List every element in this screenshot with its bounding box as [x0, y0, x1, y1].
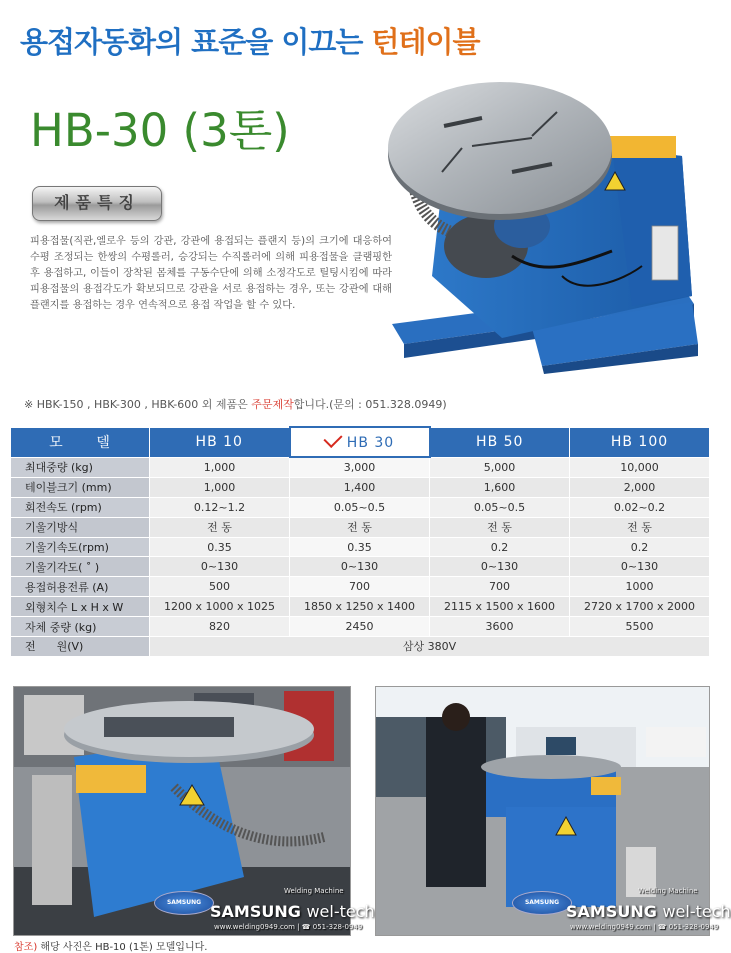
table-cell: 3,000 — [290, 457, 430, 477]
brand-logo: SAMSUNG — [512, 891, 572, 915]
header-model-label: 모 델 — [11, 427, 150, 457]
machine-photo-2 — [375, 686, 731, 936]
table-cell: 820 — [150, 617, 290, 637]
table-cell: 3600 — [430, 617, 570, 637]
table-cell: 1850 x 1250 x 1400 — [290, 597, 430, 617]
table-cell: 0.35 — [290, 537, 430, 557]
row-label: 테이블크기 (mm) — [11, 477, 150, 497]
table-cell: 2720 x 1700 x 2000 — [570, 597, 710, 617]
table-cell: 0.35 — [150, 537, 290, 557]
feature-badge-label: 제품특징 — [54, 193, 140, 212]
table-cell: 2450 — [290, 617, 430, 637]
row-label: 회전속도 (rpm) — [11, 497, 150, 517]
custom-order-notice — [24, 396, 447, 412]
notice-highlight: 주문제작 — [251, 398, 294, 411]
table-cell: 0.05~0.5 — [290, 497, 430, 517]
brand-tagline: Welding Machine — [284, 887, 344, 895]
table-cell: 전 동 — [290, 517, 430, 537]
table-cell: 전 동 — [570, 517, 710, 537]
product-description — [30, 234, 392, 314]
table-cell: 2115 x 1500 x 1600 — [430, 597, 570, 617]
machine-photo-1 — [13, 686, 375, 936]
table-cell: 0~130 — [150, 557, 290, 577]
table-cell: 500 — [150, 577, 290, 597]
table-cell: 0.12~1.2 — [150, 497, 290, 517]
table-cell: 전 동 — [150, 517, 290, 537]
table-cell: 700 — [290, 577, 430, 597]
table-cell: 0~130 — [430, 557, 570, 577]
table-row — [11, 577, 710, 597]
row-label: 외형치수 L x H x W — [11, 597, 150, 617]
table-header-row — [11, 427, 710, 457]
table-cell: 1,000 — [150, 477, 290, 497]
table-cell: 전 동 — [430, 517, 570, 537]
table-row — [11, 617, 710, 637]
brand-name: SAMSUNG wel-tech — [566, 902, 731, 921]
table-cell: 0.02~0.2 — [570, 497, 710, 517]
turntable-machine-image — [382, 76, 718, 374]
description-text: 피용접물(직관,엘로우 등의 강관, 강관에 용접되는 플랜지 등)의 크기에 대응하여 수평 조정되는 한쌍의 수평롤러, 승강되는 수직롤러에 의해 피용접물을 클램핑한후 용접하고, 이들이 장착된 몸체를 구동수단에 의해 소정각도로 틸팅시킴에 따라 피용접물의 용접각도가 확보되므로 강관을 서로 용접하는 경우, 또는 강관에 대해 플랜지를 용접하는 경우 연속적으로 용접 작업을 할 수 있다. — [30, 236, 392, 311]
table-row-power — [11, 637, 710, 657]
header-model-hb30-label: HB 30 — [346, 435, 395, 451]
table-row — [11, 597, 710, 617]
check-mark-icon — [323, 429, 342, 448]
table-cell: 1200 x 1000 x 1025 — [150, 597, 290, 617]
brand-contact: www.welding0949.com | ☎ 051-328-0949 — [214, 923, 363, 931]
photo-caption — [14, 938, 207, 953]
table-cell: 10,000 — [570, 457, 710, 477]
page-headline — [20, 20, 480, 61]
brand-tagline: Welding Machine — [638, 887, 698, 895]
table-row — [11, 517, 710, 537]
table-row — [11, 457, 710, 477]
row-label: 기울기각도( ˚ ) — [11, 557, 150, 577]
table-cell: 1,400 — [290, 477, 430, 497]
row-label: 기울기속도(rpm) — [11, 537, 150, 557]
row-label: 자체 중량 (kg) — [11, 617, 150, 637]
table-row — [11, 537, 710, 557]
brand-name: SAMSUNG wel-tech — [210, 902, 375, 921]
spec-table — [10, 426, 710, 657]
header-model-hb10: HB 10 — [150, 427, 290, 457]
table-row — [11, 557, 710, 577]
caption-prefix: 참조) — [14, 942, 38, 953]
table-cell: 0.2 — [430, 537, 570, 557]
notice-prefix: ※ HBK-150 , HBK-300 , HBK-600 외 제품은 — [24, 398, 252, 411]
table-cell: 1,600 — [430, 477, 570, 497]
notice-suffix: 합니다.(문의 : 051.328.0949) — [293, 398, 447, 411]
row-label: 전 원(V) — [11, 637, 150, 657]
power-value: 삼상 380V — [150, 637, 710, 657]
header-model-hb50: HB 50 — [430, 427, 570, 457]
table-cell: 0.2 — [570, 537, 710, 557]
header-model-hb30 — [290, 427, 430, 457]
table-cell: 0.05~0.5 — [430, 497, 570, 517]
brand-logo: SAMSUNG — [154, 891, 214, 915]
table-cell: 700 — [430, 577, 570, 597]
table-cell: 5500 — [570, 617, 710, 637]
row-label: 용접허용전류 (A) — [11, 577, 150, 597]
feature-badge — [32, 186, 162, 221]
header-model-hb100: HB 100 — [570, 427, 710, 457]
table-row — [11, 477, 710, 497]
caption-text: 해당 사진은 HB-10 (1톤) 모델입니다. — [37, 942, 208, 953]
table-cell: 1,000 — [150, 457, 290, 477]
table-row — [11, 497, 710, 517]
table-cell: 0~130 — [570, 557, 710, 577]
row-label: 최대중량 (kg) — [11, 457, 150, 477]
brand-contact: www.welding0949.com | ☎ 051-328-0949 — [570, 923, 719, 931]
table-cell: 2,000 — [570, 477, 710, 497]
table-cell: 1000 — [570, 577, 710, 597]
headline-main: 용접자동화의 표준을 이끄는 — [20, 25, 372, 59]
row-label: 기울기방식 — [11, 517, 150, 537]
headline-accent: 턴테이블 — [371, 25, 480, 59]
table-cell: 0~130 — [290, 557, 430, 577]
table-cell: 5,000 — [430, 457, 570, 477]
model-title: HB-30 (3톤) — [30, 104, 290, 157]
